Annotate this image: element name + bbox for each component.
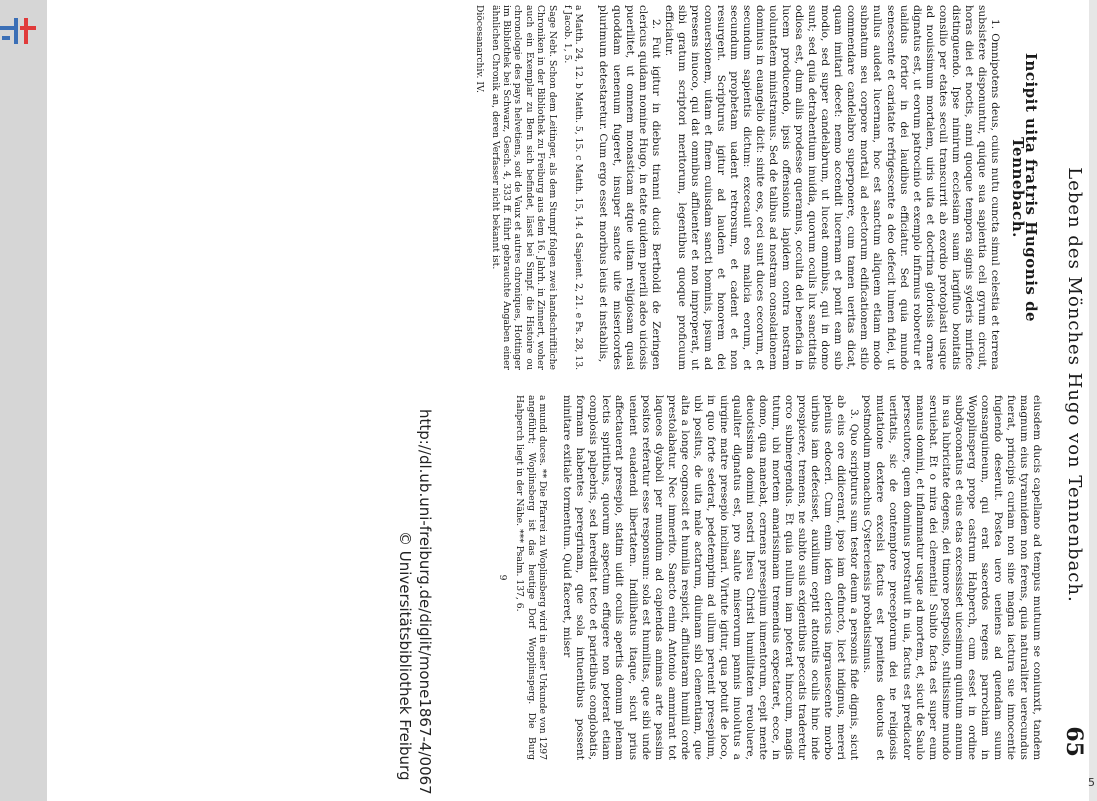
page-scan-rotated <box>107 5 1087 765</box>
footnote: a Matth. 24, 12. b Matth. 5, 15. c Matth. 15, 14. d Sapient. 2, 21. e Ps. 28, 13. f Jacob. 1, 5. <box>562 5 585 370</box>
running-head <box>1053 5 1087 765</box>
section-heading: Incipit uita fratris Hugonis de Tennebach. <box>1008 52 1040 323</box>
signature-mark: Diöcesanarchiv. IV. <box>474 5 486 93</box>
paragraph: 3. Quo scripturus sum testor deum a personis fide dignis, sicut ab eius ore didicerant, ipso iam defuncto, licet indignus, mereri plenius edoceri. Cum enim idem clericus ingrauescente morbo uiribus iam defecisset, auxilium ceptit attonitis oculis hinc inde prospicere, tremens, ne subito suis exigentibus peccatis traderetur orco submergendus. Et quia nullum iam poterat hinccum, magis tutum, ubi mortem amarissimam tremendus expectaret, ecce, in domo, qua manebat, cernens presepium iumentorum, cepit mente deuotissima domini nostri Ihesu Christi humilitatem reuoluere, qualiter dignatus est, pro salute miserorum pannis inuolutus a uirgine matre presepio inclinari. Virtute igitur, qua potuit de loco, in quo forte sederat, pedetemptim ad ullum peruenit presepium, ubi positus, de uita male actarum, diuinam sibi clementiam, que alta a longe cognoscit et humilia respicit, affluitaram humili corde prestolabatur. Nec immerito. Sancto enim Antonio ammirant tot laqueos dyaboli per mundum ad capiendas animas arte passim positos referatur esse responsum: sola est humilitas, que sibi unde uenient euadendi libertatem. Indilibatus itaque, sicut prius affectauerat presepio, statim uidit oculis apertis domum plenam lectis spiritibus, quorum aspectum effugere non poterat etiam conplosis palpebris, sed hereditat tecto et parietibus conglobatis, formam habentes peregrinam, que sola intuentibus possent minitare exitiale tormentum. Quid faceret, miser <box>561 395 861 760</box>
paragraph: 2. Fuit igitur in diebus tiranni ducis Bertholdi de Zeringen clericus quidam nomine Hugo, in etate quidem puerili adeo uiciosis puerilitet, ut omnem monasticam atque uitam religiosam quasi quoddam uenenum fugeret, insuper sancte uite misericordes plurimum detestaretur. Cum ergo esset moribus leuis et instabilis, <box>597 5 662 370</box>
running-title: Leben des Mönches Hugo von Tennenbach. <box>1064 167 1085 603</box>
paragraph: eiusdem ducis capellano ad tempus mutuum se coniunxit, tandem magnum eius tyrannidem non ferens, quia naturaliter uerecundus fuerat, principis curiam non sine magna iactura sue innocentie fugiendo deseruit. Postea uero ueniens ad quendam suum consanguineum, qui erat sacerdos regens parrochiam in Wopplinsperg prope castrum Hahperch, cum esset in ordine subdyaconatus et eius etas excessisset uicesimum quintum annum in sua lubricitate degens, dei timore postposito, stultissime mundo seruiebat. Et o mira dei clementia! Subito facta est super eum manus domini, et inflammatur usque ad mortem, et, sicut de Saulo persecutore, quem dominus prostrauit in uia, factus est predicator ueritatis, sic de contemptore preceptorum dei ne religiosis mutatione dextere excelsi factus est penitens deuotus et postmodum monachus Cysterciensis probatissimus. <box>861 395 1043 760</box>
scanned-page <box>47 0 1089 801</box>
viewer-right-margin <box>1089 0 1097 801</box>
paragraph: 1. Omnipotens deus, cuius nutu cuncta simul celestia et terrena subsistere disponuntur, quique sua sapientia celi gyrum circuit, horas diei et noctis, anni quoque tempora signis syderis mirifice distinguendo. Ipse nimirum ecclesiam suam largifluo bonitatis consilio per etates seculi transcurrit ab exordio protoplasti usque ad nouissimum mortalem, uiris uita et doctrina gloriosis ornare dignatus est, ut eorum patrocinio et exemplo infirmus roboretur et ualidus fortior in dei laudibus efficiatur. Sed quia mundo senescente et cariatate refrigescente a deo defecit lumen fidei, ut nullus audeat lucernam, hoc est sanctum aliquem etiam modo subnatum seu corpore mortali ad electorum edificationem stilo commendare candelabro superponere, cum tamen ueritas dicat, quam imitari decet: nemo accendit lucernam et ponit eam sub modio, sed super candelabrum, ut luceat omnibus, qui in domo sunt; sed quia detrahentium inuidia, quorum oculis lux sanctitatis odiosa est, dum aliis prodesse queramus, occulta dei beneficia in lucem producendo, ipsis offensionis lapidem contra nostram uoluntatem ministramus. Sed de talibus ad nostram consolationem dominus in euangelio dicit: sinite eos, ceci sunt duces cecorum, et secundum sapientis dictum: excecauit eos malicia eorum, et secundum prophetam uadent retrorsum, et cadent et non resurgent. Scripturus igitur ad laudem et honorem dei conuersionem, uitam et finem cuiusdam sancti hominis, ipsum ad presens inuoco, qui dat omnibus affluenter et non improperat, ut sibi gratum scriptori meritorum, legentibus quoque proficuum efficiatur. <box>662 5 1001 370</box>
url-watermark: http://dl.ub.uni-freiburg.de/diglit/mone1867-4/0067 <box>416 409 434 795</box>
text-column-right <box>173 395 1043 760</box>
page-number: 65 <box>1061 726 1087 757</box>
viewer-left-margin <box>0 0 47 801</box>
edge-mark: 5 <box>1088 776 1095 789</box>
footnotes <box>474 5 585 370</box>
signature-mark: 9 <box>497 574 509 581</box>
footnote: a mundi duces. ** Die Pfarrei zu Woplinsberg wird in einer Urkunde von 1297 angeführt; Woplinsberg ist das heutige Dorf Wopplinsperg. Die Burg Hahperch liegt in der Nähe. *** Psalm. 137, 6. <box>514 395 549 760</box>
footnote: Sage Nebt. Schon dem Leitinger, als dem Stumpf folgen zwei handschriftliche Chroniken in der Bibliothek zu Freiburg aus dem 16. Jahrh. in Zinnert, woher auch ein Exemplar zu Bern sich befindet, lässt bei Simpf. die Histoire ou chronologie des pays helvetiens, soit de Vaux et autres chroniques, Hottinger im Bibliothek bei Schwarz, Gesch. 4, 333 ff. führt gebrauchte Angaben einer ähnlichen Chronik an, deren Verfasser nicht bekannt ist. <box>489 5 558 370</box>
library-logo-icon <box>0 18 40 46</box>
text-column-left <box>173 5 1043 370</box>
footnotes <box>497 395 549 760</box>
copyright-watermark: © Universitätsbibliothek Freiburg <box>396 531 414 781</box>
